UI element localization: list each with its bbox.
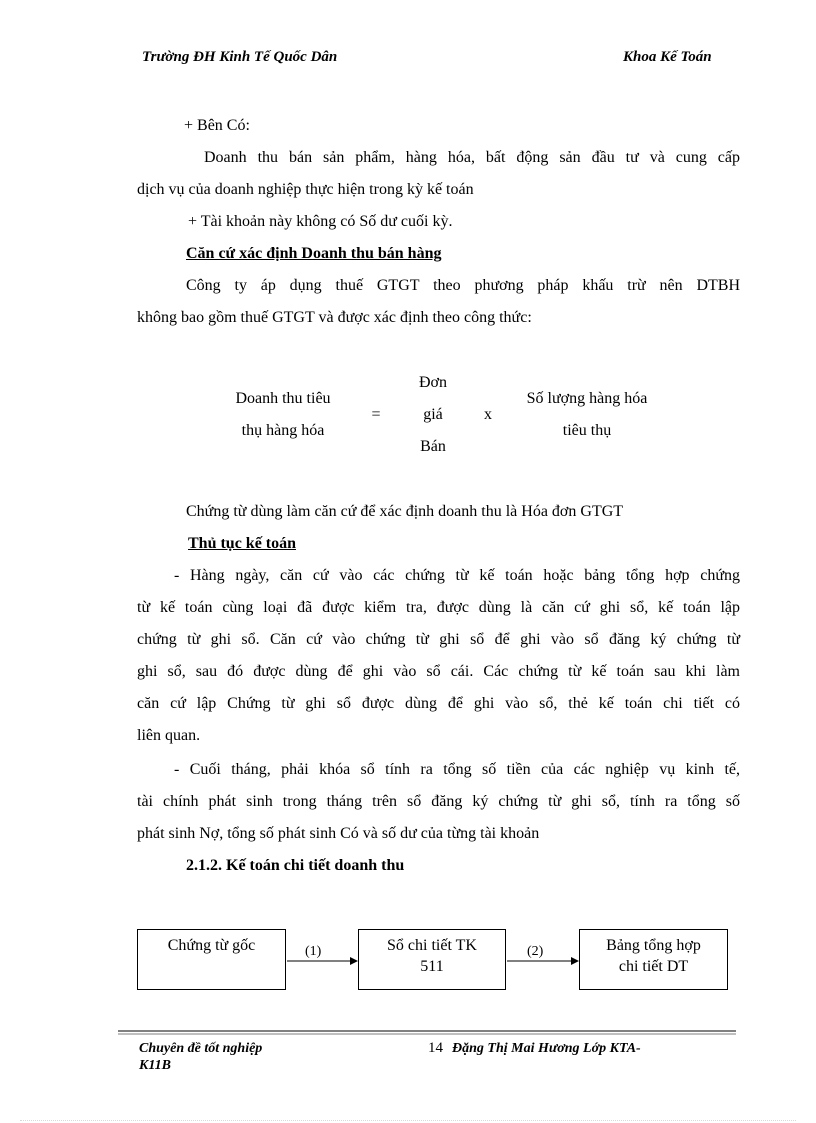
paragraph-5-line-6: liên quan.	[137, 727, 201, 744]
box-summary-table-line-1: Bảng tổng hợp	[606, 937, 701, 954]
footer-page-number: 14	[428, 1040, 443, 1056]
footer-class: K11B	[139, 1058, 171, 1073]
formula-times: x	[484, 406, 492, 423]
formula-mid-line-2: giá	[423, 406, 443, 423]
box-source-documents-label: Chứng từ gốc	[167, 937, 256, 954]
paragraph-1-line-1: Doanh thu bán sản phẩm, hàng hóa, bất động sản đầu tư và cung cấp	[204, 149, 740, 166]
paragraph-5-line-1: - Hàng ngày, căn cứ vào các chứng từ kế toán hoặc bảng tổng hợp chứng	[174, 567, 740, 584]
paragraph-3-line-1: Công ty áp dụng thuế GTGT theo phương pháp khấu trừ nên DTBH	[186, 277, 740, 294]
box-summary-table-line-2: chi tiết DT	[618, 958, 689, 975]
arrow-2-label: (2)	[527, 944, 544, 959]
heading-revenue-basis: Căn cứ xác định Doanh thu bán hàng	[186, 245, 442, 262]
heading-accounting-procedure: Thủ tục kế toán	[188, 535, 297, 552]
paragraph-5-line-3: chứng từ ghi sổ. Căn cứ vào chứng từ ghi sổ để ghi vào sổ đăng ký chứng từ	[137, 631, 740, 648]
heading-detail-revenue: 2.1.2. Kế toán chi tiết doanh thu	[186, 857, 405, 874]
paragraph-5-line-2: từ kế toán cùng loại đã được kiểm tra, được dùng là căn cứ ghi sổ, kế toán lập	[137, 599, 740, 616]
paragraph-2: + Tài khoản này không có Số dư cuối kỳ.	[188, 213, 453, 230]
box-detail-ledger-line-2: 511	[420, 958, 444, 975]
arrow-1-label: (1)	[305, 944, 322, 959]
paragraph-6-line-3: phát sinh Nợ, tổng số phát sinh Có và số dư của từng tài khoản	[137, 825, 540, 842]
header-faculty: Khoa Kế Toán	[623, 49, 712, 65]
paragraph-3-line-2: không bao gồm thuế GTGT và được xác định theo công thức:	[137, 309, 532, 326]
paragraph-5-line-5: căn cứ lập Chứng từ ghi sổ được dùng để ghi vào sổ, thẻ kế toán chi tiết có	[137, 695, 740, 712]
paragraph-6-line-2: tài chính phát sinh trong tháng trên sổ đăng ký chứng từ ghi sổ, tính ra tổng số	[137, 793, 740, 810]
header-school: Trường ĐH Kinh Tế Quốc Dân	[142, 49, 338, 65]
paragraph-4: Chứng từ dùng làm căn cứ để xác định doanh thu là Hóa đơn GTGT	[186, 503, 624, 520]
formula-left-line-1: Doanh thu tiêu	[235, 390, 331, 407]
formula-left-line-2: thụ hàng hóa	[241, 422, 325, 439]
formula-right-line-1: Số lượng hàng hóa	[526, 390, 648, 407]
page-bottom-border	[20, 1120, 796, 1121]
formula-mid-line-3: Bán	[420, 438, 446, 455]
paragraph-1-line-2: dịch vụ của doanh nghiệp thực hiện trong kỳ kế toán	[137, 181, 474, 198]
ben-co-label: + Bên Có:	[184, 117, 250, 134]
formula-equals: =	[371, 406, 381, 423]
formula-mid-line-1: Đơn	[418, 374, 447, 391]
paragraph-5-line-4: ghi sổ, sau đó được dùng để ghi vào sổ cái. Các chứng từ kế toán sau khi làm	[137, 663, 740, 680]
paragraph-6-line-1: - Cuối tháng, phải khóa sổ tính ra tổng số tiền của các nghiệp vụ kinh tế,	[174, 761, 740, 778]
formula-right-line-2: tiêu thụ	[562, 422, 612, 439]
footer-thesis: Chuyên đề tốt nghiệp	[139, 1041, 263, 1056]
footer-author: Đặng Thị Mai Hương Lớp KTA-	[452, 1041, 641, 1056]
box-detail-ledger-line-1: Sổ chi tiết TK	[387, 937, 477, 954]
